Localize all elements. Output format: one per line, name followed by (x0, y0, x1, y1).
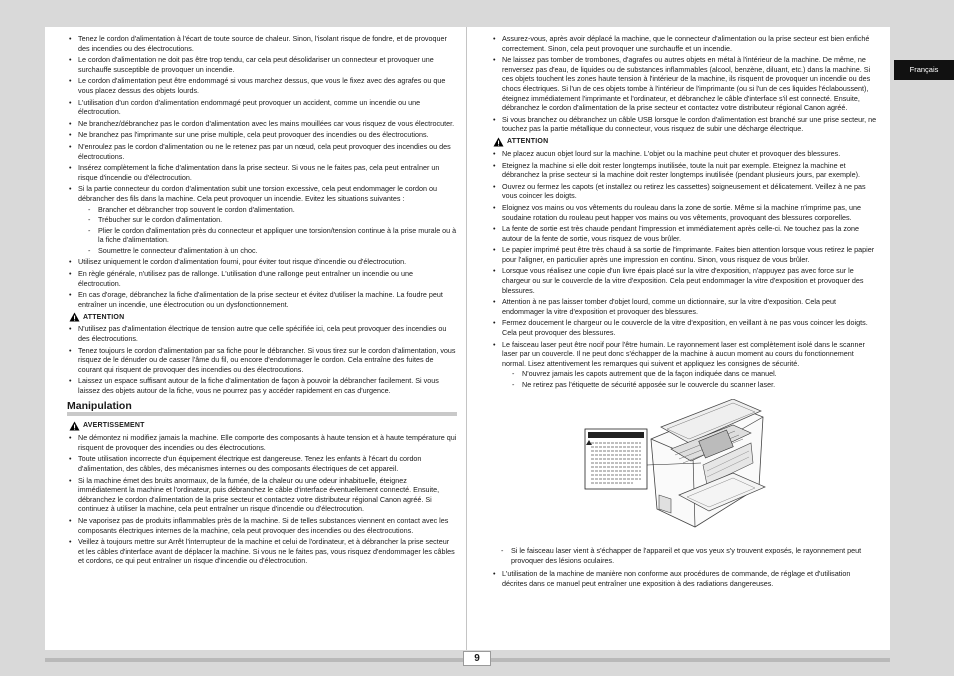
safety-list-power-cord (67, 34, 457, 309)
warning-triangle-icon (69, 421, 80, 431)
list-item: • Toute utilisation incorrecte d'un équipement électrique est dangereuse. Tenez les enfants à l'écart du cordon d'alimentation, des câbles, des mécanismes internes ou des composants électriques de cet appareil. (67, 454, 457, 473)
laser-sub-list (491, 546, 877, 565)
sub-list-item: - Soumettre le connecteur d'alimentation à un choc. (78, 246, 457, 256)
list-item: • Insérez complètement la fiche d'alimentation dans la prise secteur. Si vous ne le faites pas, cela peut entraîner un risque d'incendie ou d'électrocution. (67, 163, 457, 182)
attention-label: ATTENTION (507, 138, 549, 146)
final-list (491, 569, 877, 588)
list-item: • Ne branchez pas l'imprimante sur une prise multiple, cela peut provoquer des incendies ou des électrocutions. (67, 130, 457, 140)
list-item: • Tenez toujours le cordon d'alimentation par sa fiche pour le débrancher. Si vous tirez sur le cordon d'alimentation, vous risquez de le dénuder ou de casser l'âme du fil, ou encore d'endommager le cordon. Cela entraîne des fuites de courant qui risquent de provoquer des incendies ou des électrocutions. (67, 346, 457, 375)
list-item (67, 184, 457, 255)
list-item (491, 340, 877, 390)
document-page (45, 27, 890, 650)
list-item: • Le cordon d'alimentation ne doit pas être trop tendu, car cela peut désolidariser un connecteur et provoquer une surchauffe susceptible de provoquer un incendie. (67, 55, 457, 74)
list-item: • Si vous branchez ou débranchez un câble USB lorsque le cordon d'alimentation est branché sur une prise secteur, ne touchez pas la partie métallique du connecteur, vous risquez de subir une décharge électrique. (491, 115, 877, 134)
sub-list (502, 369, 877, 389)
list-item: • Tenez le cordon d'alimentation à l'écart de toute source de chaleur. Sinon, l'isolant risque de fondre, et de provoquer des incendies ou des électrocutions. (67, 34, 457, 53)
list-item: • Si la machine émet des bruits anormaux, de la fumée, de la chaleur ou une odeur inhabituelle, éteignez immédiatement la machine et l'ordinateur, puis débranchez le câble d'interface éventuellement connecté. Ensuite, débranchez le cordon d'alimentation de la prise secteur et contactez votre distributeur régional Canon agréé. Si continuez à utiliser la machine, cela peut entraîner un risque d'incendie ou d'électrocution. (67, 476, 457, 514)
list-item: • En règle générale, n'utilisez pas de rallonge. L'utilisation d'une rallonge peut entraîner un incendie ou une électrocution. (67, 269, 457, 288)
sub-list-item: - Brancher et débrancher trop souvent le cordon d'alimentation. (78, 205, 457, 215)
list-item: • Lorsque vous réalisez une copie d'un livre épais placé sur la vitre d'exposition, n'appuyez pas avec force sur le chargeur ou sur le couvercle de la vitre d'exposition. Cela peut endommager la vitre d'exposition et provoquer des blessures. (491, 266, 877, 295)
list-item: • Ne laissez pas tomber de trombones, d'agrafes ou autres objets en métal à l'intérieur de la machine. De même, ne renversez pas d'eau, de liquides ou de substances inflammables (alcool, benzène, diluant, etc.) dans la machine. Si ces objets touchent les zones haute tension à l'intérieur de la machine, ils risquent de provoquer un incendie ou des chocs électriques. Si l'un de ces objets tombe à l'intérieur de l'imprimante (ou si l'un de ces liquides l'éclaboussent), éteignez immédiatement l'imprimante et l'ordinateur, et débranchez le câble d'interface s'il est connecté. Ensuite, débranchez le cordon d'alimentation de la prise secteur et contactez votre distributeur régional Canon agréé. (491, 55, 877, 113)
list-item: • Ne branchez/débranchez pas le cordon d'alimentation avec les mains mouillées car vous risquez de vous électrocuter. (67, 119, 457, 129)
warning-triangle-icon (69, 312, 80, 322)
sub-list-item: - Plier le cordon d'alimentation près du connecteur et appliquer une torsion/tension continue à la prise murale ou à la fiche d'alimentation. (78, 226, 457, 245)
attention-heading (69, 312, 457, 322)
list-item-text: Le faisceau laser peut être nocif pour l'être humain. Le rayonnement laser est complètement isolé dans le scanner laser par un couvercle. Il ne peut donc s'échapper de la machine à aucun moment au cours du fonctionnement normal. Lisez attentivement les remarques qui suivent et appliquez les consignes de sécurité. (502, 339, 865, 368)
left-column (67, 34, 457, 568)
sub-list-item: - Ne retirez pas l'étiquette de sécurité apposée sur le couvercle du scanner laser. (502, 380, 877, 390)
list-item: • Eloignez vos mains ou vos vêtements du rouleau dans la zone de sortie. Même si la machine n'imprime pas, une soudaine rotation du rouleau peut happer vos mains ou vos vêtements, provoquant des blessures corporelles. (491, 203, 877, 222)
right-column (491, 34, 877, 591)
list-item: • L'utilisation d'un cordon d'alimentation endommagé peut provoquer un accident, comme un incendie ou une électrocution. (67, 98, 457, 117)
list-item: • Eteignez la machine si elle doit rester longtemps inutilisée, toute la nuit par exemple. Eteignez la machine et débranchez la prise secteur si la machine doit rester longtemps inutilisée (pendant plusieurs jours, par exemple). (491, 161, 877, 180)
avertissement-heading (69, 421, 457, 431)
list-item: • Attention à ne pas laisser tomber d'objet lourd, comme un dictionnaire, sur la vitre d'exposition. Cela peut endommager la vitre d'exposition et provoquer des blessures. (491, 297, 877, 316)
list-item: • Ouvrez ou fermez les capots (et installez ou retirez les cassettes) soigneusement et délicatement. Veillez à ne pas vous coincer les doigts. (491, 182, 877, 201)
column-divider (466, 27, 467, 650)
list-item: • En cas d'orage, débranchez la fiche d'alimentation de la prise secteur et évitez d'utiliser la machine. La foudre peut entraîner un incendie, une électrocution ou un dysfonctionnement. (67, 290, 457, 309)
list-item: • Laissez un espace suffisant autour de la fiche d'alimentation de façon à pouvoir la débrancher facilement. Si vous laissez des objets autour de la fiche, vous ne pourrez pas y accéder rapidement en cas d'urgence. (67, 376, 457, 395)
list-item: • La fente de sortie est très chaude pendant l'impression et immédiatement après celle-ci. Ne touchez pas la zone autour de la fente de sortie, vous risquez de vous brûler. (491, 224, 877, 243)
language-tab: Français (894, 60, 954, 80)
list-item: • N'enroulez pas le cordon d'alimentation ou ne le retenez pas par un nœud, cela peut provoquer des incendies ou des électrocutions. (67, 142, 457, 161)
attention-list (67, 324, 457, 395)
list-item: • Ne vaporisez pas de produits inflammables près de la machine. Si de telles substances viennent en contact avec les composants électriques internes de la machine, cela peut provoquer des incendies ou des électrocutions. (67, 516, 457, 535)
list-item: • Ne placez aucun objet lourd sur la machine. L'objet ou la machine peut chuter et provoquer des blessures. (491, 149, 877, 159)
list-item: • Fermez doucement le chargeur ou le couvercle de la vitre d'exposition, en veillant à ne pas vous coincer les doigts. Cela peut provoquer des blessures. (491, 318, 877, 337)
list-item: • N'utilisez pas d'alimentation électrique de tension autre que celle spécifiée ici, cela peut provoquer des incendies ou des électrocutions. (67, 324, 457, 343)
list-item: • Ne démontez ni modifiez jamais la machine. Elle comporte des composants à haute tension et à haute température qui risquent de provoquer des incendies ou des électrocutions. (67, 433, 457, 452)
warning-triangle-icon (493, 137, 504, 147)
list-item: • Veillez à toujours mettre sur Arrêt l'interrupteur de la machine et celui de l'ordinateur, et à débrancher la prise secteur et les câbles d'interface avant de déplacer la machine. Si vous ne le faites pas, vous risquez d'endommager les câbles et cordons, ce qui peut entraîner un risque d'incendie ou d'électrocution. (67, 537, 457, 566)
page-number: 9 (463, 651, 491, 666)
sub-list (78, 205, 457, 256)
avertissement-list (67, 433, 457, 566)
list-item: • L'utilisation de la machine de manière non conforme aux procédures de commande, de réglage et d'utilisation décrites dans ce manuel peut entraîner une exposition à des radiations dangereuses. (491, 569, 877, 588)
list-item: • Assurez-vous, après avoir déplacé la machine, que le connecteur d'alimentation ou la prise secteur est bien enfiché correctement. Sinon, cela peut provoquer une surchauffe et un incendie. (491, 34, 877, 53)
attention-label: ATTENTION (83, 313, 125, 321)
list-item-text: Si la partie connecteur du cordon d'alimentation subit une torsion excessive, cela peut endommager le cordon ou débrancher des fils dans la machine. Cela peut provoquer un incendie. Evitez les situations suivantes : (78, 184, 437, 203)
attention-heading (493, 137, 877, 147)
list-item: • Utilisez uniquement le cordon d'alimentation fourni, pour éviter tout risque d'incendie ou d'électrocution. (67, 257, 457, 267)
list-item: • Le cordon d'alimentation peut être endommagé si vous marchez dessus, que vous le fixez avec des agrafes ou que vous placez dessus des objets lourds. (67, 76, 457, 95)
printer-laser-label-illustration (583, 399, 783, 534)
list-item: • Le papier imprimé peut être très chaud à sa sortie de l'imprimante. Faites bien attention lorsque vous retirez le papier pour l'aligner, en particulier après une impression en continu. Sinon, vous risquez de vous brûler. (491, 245, 877, 264)
avertissement-label: AVERTISSEMENT (83, 422, 145, 430)
safety-list-handling (491, 34, 877, 134)
attention-list (491, 149, 877, 390)
sub-list-item: - Trébucher sur le cordon d'alimentation. (78, 215, 457, 225)
section-title: Manipulation (67, 402, 457, 417)
sub-list-item: - N'ouvrez jamais les capots autrement que de la façon indiquée dans ce manuel. (502, 369, 877, 379)
sub-list-item: - Si le faisceau laser vient à s'échapper de l'appareil et que vos yeux s'y trouvent exposés, le rayonnement peut provoquer des lésions oculaires. (491, 546, 877, 565)
